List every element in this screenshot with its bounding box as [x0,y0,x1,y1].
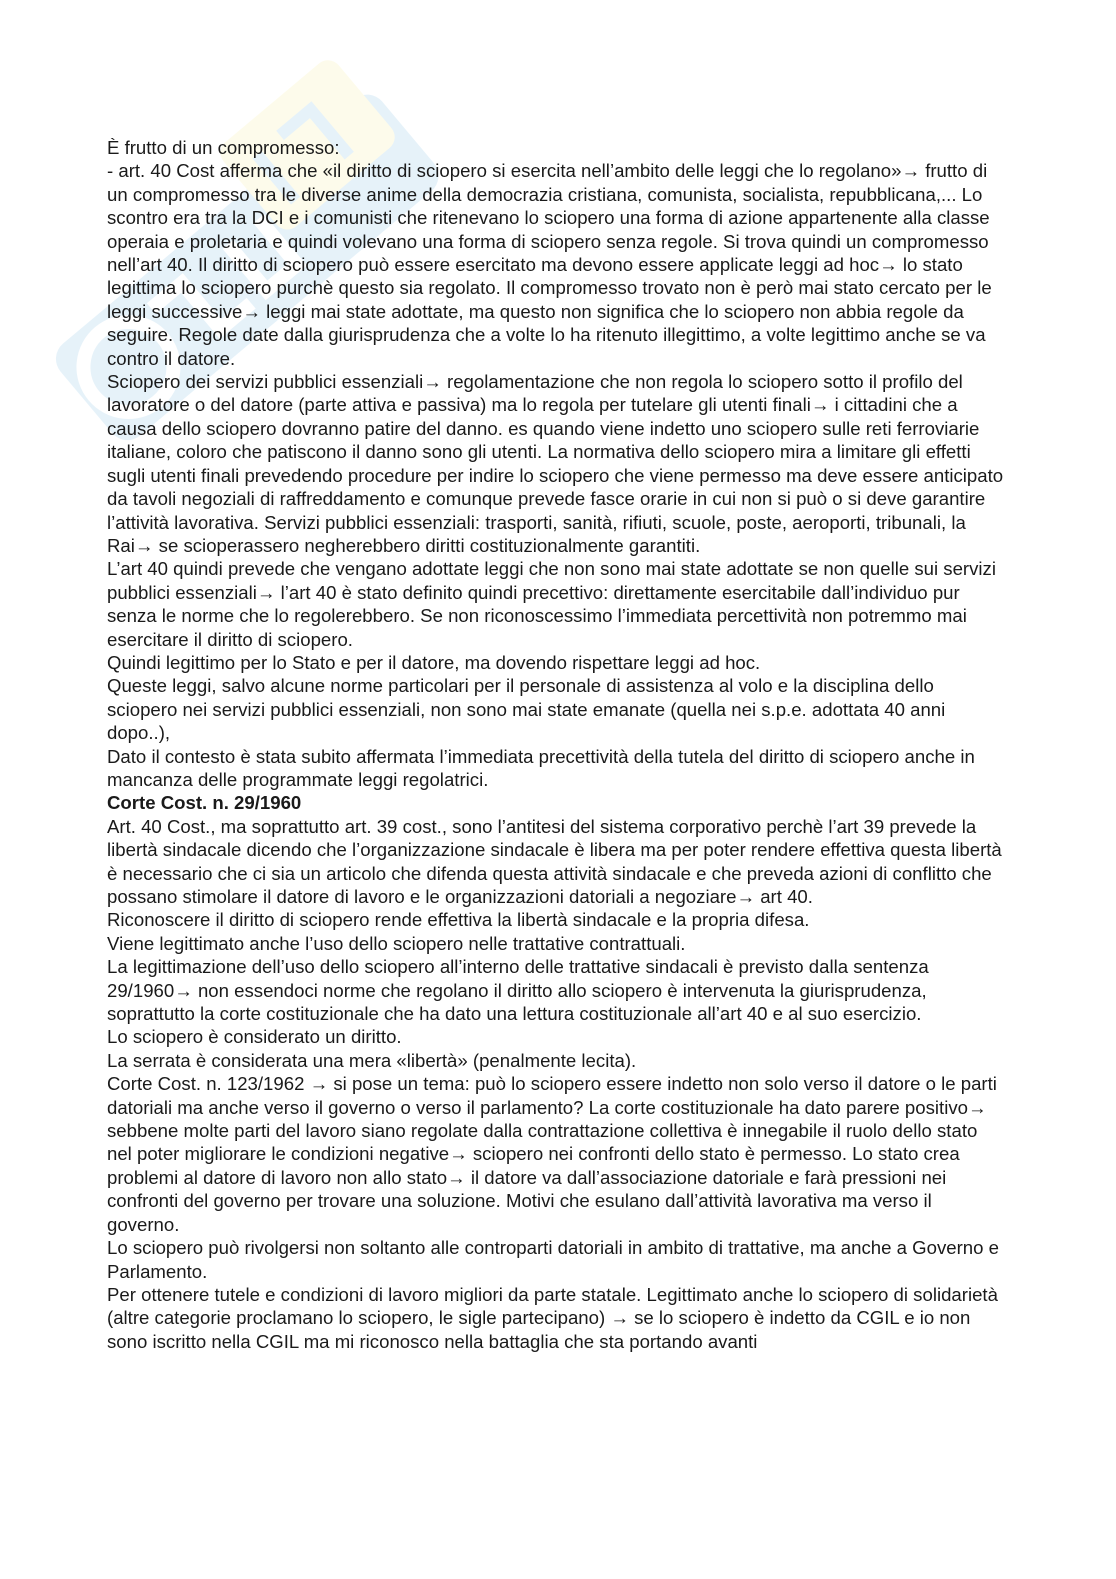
paragraph-legitimate: Quindi legittimo per lo Stato e per il datore, ma dovendo rispettare leggi ad hoc. [107,651,761,673]
paragraph-art40-preceptive: L’art 40 quindi prevede che vengano adottate leggi che non sono mai state adottate se non quelle sui servizi pubblici essenziali→ l’art 40 è stato definito quindi precettivo: direttamente esercitabile dall’individuo pur senza le norme che lo regolerebbero. Se non riconoscessimo l’immediata percettività non potremmo mai esercitare il diritto di sciopero. [107,558,996,650]
paragraph-sentence-29-1960: La legittimazione dell’uso dello sciopero all’interno delle trattative sindacali è previsto dalla sentenza 29/1960→ non essendoci norme che regolano il diritto allo sciopero è intervenuta la giurisprudenza, soprattutto la corte costituzionale che ha dato una lettura costituzionale all’art 40 e al suo esercizio. [107,956,929,1025]
paragraph-contract-negotiations: Viene legittimato anche l’uso dello sciopero nelle trattative contrattuali. [107,932,686,954]
paragraph-government-parliament: Lo sciopero può rivolgersi non soltanto alle controparti datoriali in ambito di trattative, ma anche a Governo e Parlamento. [107,1237,999,1282]
paragraph-recognize-right: Riconoscere il diritto di sciopero rende effettiva la libertà sindacale e la propria difesa. [107,909,810,931]
paragraph-laws-never-issued: Queste leggi, salvo alcune norme particolari per il personale di assistenza al volo e la disciplina dello sciopero nei servizi pubblici essenziali, non sono mai state emanate (quella nei s.p.e. adottata 40 anni dopo..), [107,675,946,744]
paragraph-strike-is-right: Lo sciopero è considerato un diritto. [107,1026,402,1048]
paragraph-intro: È frutto di un compromesso: [107,137,340,158]
paragraph-immediate-precettivita: Dato il contesto è stata subito affermata l’immediata precettività della tutela del diritto di sciopero anche in mancanza delle programmate leggi regolatrici. [107,745,975,790]
paragraph-essential-services: Sciopero dei servizi pubblici essenziali→ regolamentazione che non regola lo sciopero sotto il profilo del lavoratore o del datore (parte attiva e passiva) ma lo regola per tutelare gli utenti finali→ i cittadini che a causa dello sciopero dovranno patire del danno. es quando viene indetto uno sciopero sulle reti ferroviarie italiane, coloro che patiscono il danno sono gli utenti. La normativa dello sciopero mira a limitare gli effetti sugli utenti finali prevedendo procedure per indire lo sciopero che viene permesso ma deve essere anticipato da tavoli negoziali di raffreddamento e comunque prevede fasce orarie in cui non si può o si deve garantire l’attività lavorativa. Servizi pubblici essenziali: trasporti, sanità, rifiuti, scuole, poste, aeroporti, tribunali, la Rai→ se scioperassero negherebbero diritti costituzionalmente garantiti. [107,371,1004,556]
document-body [107,136,1007,1353]
section-heading-corte-cost-29-1960: Corte Cost. n. 29/1960 [107,792,302,814]
paragraph-solidarity-strike: Per ottenere tutele e condizioni di lavoro migliori da parte statale. Legittimato anche lo sciopero di solidarietà (altre categorie proclamano lo sciopero, le sigle partecipano) → se lo sciopero è indetto da CGIL e io non sono iscritto nella CGIL ma mi riconosco nella battaglia che sta portando avanti [107,1283,998,1352]
paragraph-corte-cost-123-1962: Corte Cost. n. 123/1962 → si pose un tema: può lo sciopero essere indetto non solo verso il datore o le parti datoriali ma anche verso il governo o verso il parlamento? La corte costituzionale ha dato parere positivo→ sebbene molte parti del lavoro siano regolate dalla contrattazione collettiva è innegabile il ruolo dello stato nel poter migliorare le condizioni negative→ sciopero nei confronti dello stato è permesso. Lo stato crea problemi al datore di lavoro non allo stato→ il datore va dall’associazione datoriale e farà pressioni nei confronti del governo per trovare una soluzione. Motivi che esulano dall’attività lavorativa ma verso il governo. [107,1073,997,1235]
paragraph-art40-compromise: - art. 40 Cost afferma che «il diritto di sciopero si esercita nell’ambito delle leggi che lo regolano»→ frutto di un compromesso tra le diverse anime della democrazia cristiana, comunista, socialista, repubblicana,... Lo scontro era tra la DCI e i comunisti che ritenevano lo sciopero una forma di azione appartenente alla classe operaia e proletaria e quindi volevano una forma di sciopero senza regole. Si trova quindi un compromesso nell’art 40. Il diritto di sciopero può essere esercitato ma devono essere applicate leggi ad hoc→ lo stato legittima lo sciopero purchè questo sia regolato. Il compromesso trovato non è però mai stato cercato per le leggi successive→ leggi mai state adottate, ma questo non significa che lo sciopero non abbia regole da seguire. Regole date dalla giurisprudenza che a volte lo ha ritenuto illegittimo, a volte legittimo anche se va contro il datore. [107,160,992,369]
paragraph-lockout-freedom: La serrata è considerata una mera «libertà» (penalmente lecita). [107,1049,637,1071]
paragraph-art39-art40: Art. 40 Cost., ma soprattutto art. 39 cost., sono l’antitesi del sistema corporativo perchè l’art 39 prevede la libertà sindacale dicendo che l’organizzazione sindacale è libera ma per poter rendere effettiva questa libertà è necessario che ci sia un articolo che difenda questa attività sindacale e che preveda azioni di conflitto che possano stimolare il datore di lavoro e le organizzazioni datoriali a negoziare→ art 40. [107,815,1002,907]
